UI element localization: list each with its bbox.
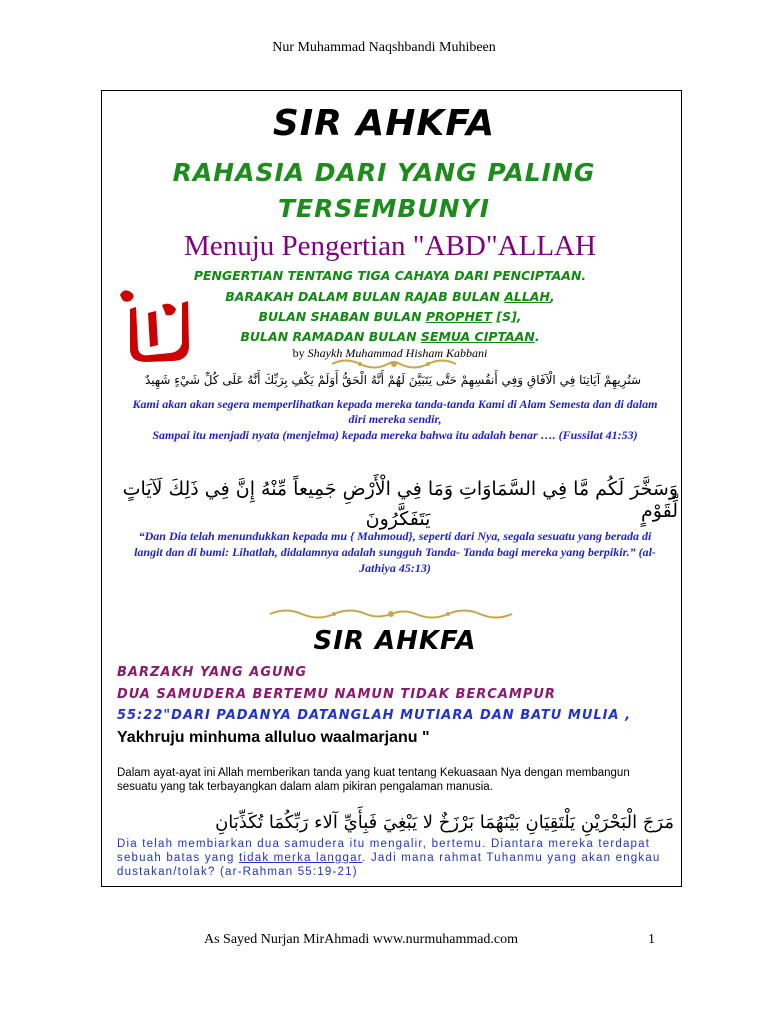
yakhruju-transliteration: Yakhruju minhuma alluluo waalmarjanu " — [117, 729, 430, 746]
dua-samudera-heading: DUA SAMUDERA BERTEMU NAMUN TIDAK BERCAMPUR — [117, 687, 556, 702]
arabic-verse-jathiya-line-2: يَتَفَكَّرُونَ — [365, 508, 431, 530]
translation-rahman: Dia telah membiarkan dua samudera itu mengalir, bertemu. Diantara mereka terdapat sebuah batas yang tidak merka langgar. Jadi mana rahmat Tuhanmu yang akan engkau dustakan/tolak? (ar-Rahman 55:19-21) — [117, 838, 661, 878]
arabic-verse-jathiya-line-1: وَسَخَّرَ لَكُم مَّا فِي السَّمَاوَاتِ وَمَا فِي الْأَرْضِ جَمِيعاً مِّنْهُ إِنَّ فِي ذَلِكَ لَآيَاتٍ لِّقَوْمٍ — [122, 478, 678, 522]
subtitle-line-1: RAHASIA DARI YANG PALING — [172, 158, 596, 187]
text-line-3: BULAN SHABAN BULAN PROPHET [S], — [258, 309, 522, 324]
main-title: SIR AHKFA — [272, 103, 496, 144]
translation-fussilat-line-1: Kami akan akan segera memperlihatkan kepada mereka tanda-tanda Kami di Alam Semesta dan di dalam — [132, 397, 658, 411]
translation-jathiya-line-2: langit dan di bumi: Lihatlah, didalamnya adalah sungguh Tanda- Tanda bagi mereka yang berpikir.” (al- — [134, 545, 656, 559]
text-line-4: BULAN RAMADAN BULAN SEMUA CIPTAAN. — [240, 329, 540, 344]
footer-attribution: As Sayed Nurjan MirAhmadi www.nurmuhammad.com — [204, 932, 519, 947]
ornament-divider-1 — [330, 357, 458, 371]
ornament-divider-2 — [268, 607, 514, 621]
section-title: SIR AHKFA — [313, 626, 477, 656]
translation-fussilat-line-2: diri mereka sendir, — [348, 412, 442, 426]
translation-fussilat-line-3: Sampai itu menjadi nyata (menjelma) kepada mereka bahwa itu adalah benar …. (Fussilat 41:53) — [152, 428, 638, 442]
arabic-verse-fussilat: سَنُرِيهِمْ آيَاتِنَا فِي الْآفَاقِ وَفِي أَنفُسِهِمْ حَتَّى يَتَبَيَّنَ لَهُمْ أَنَّهُ الْحَقُّ أَوَلَمْ يَكْفِ بِرَبِّكَ أَنَّهُ عَلَى كُلِّ شَيْءٍ شَهِيدٌ — [144, 373, 642, 387]
byline: by Shaykh Muhammad Hisham Kabbani — [292, 346, 488, 360]
page-header: Nur Muhammad Naqshbandi Muhibeen — [272, 40, 496, 55]
menuju-heading: Menuju Pengertian "ABD"ALLAH — [184, 230, 596, 262]
verse-55-22-heading: 55:22"DARI PADANYA DATANGLAH MUTIARA DAN BATU MULIA , — [117, 708, 632, 723]
subtitle-line-2: TERSEMBUNYI — [277, 194, 491, 223]
arabic-verse-rahman: مَرَجَ الْبَحْرَيْنِ يَلْتَقِيَانِ بَيْنَهُمَا بَرْزَخٌ لا يَبْغِيَ فَبِأَيِّ آلاء رَبِّكُمَا تُكَذِّبَانِ — [215, 812, 674, 833]
translation-jathiya-line-1: “Dan Dia telah menundukkan kepada mu { Mahmoud}, seperti dari Nya, segala sesuatu yang berada di — [138, 529, 652, 543]
dalam-paragraph: Dalam ayat-ayat ini Allah memberikan tanda yang kuat tentang Kekuasaan Nya dengan membangun sesuatu yang tak terbayangkan dalam alam pikiran pengalaman manusia. — [117, 767, 630, 793]
page-number: 1 — [648, 932, 655, 947]
text-line-1: PENGERTIAN TENTANG TIGA CAHAYA DARI PENCIPTAAN. — [193, 268, 587, 283]
text-line-2: BARAKAH DALAM BULAN RAJAB BULAN ALLAH, — [225, 289, 555, 304]
barzakh-heading: BARZAKH YANG AGUNG — [117, 665, 308, 680]
translation-jathiya-line-3: Jathiya 45:13) — [359, 561, 431, 575]
